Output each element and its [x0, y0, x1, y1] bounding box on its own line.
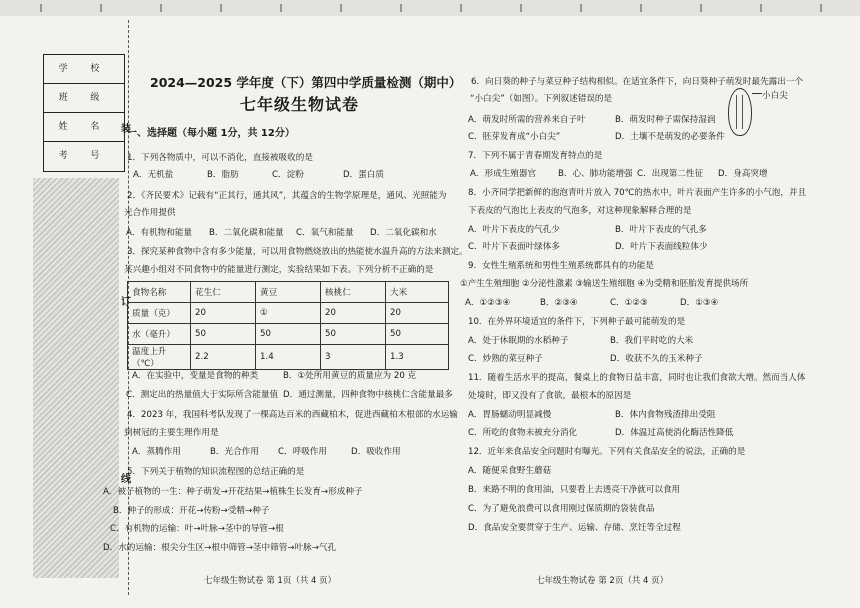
info-class: 班 级 [44, 84, 124, 113]
q10-opt-c: C．炒熟的菜豆种子 [468, 354, 543, 364]
table-cell: 20 [191, 303, 256, 324]
q3-opt-d: D．通过测量，四种食物中核桃仁含能量最多 [283, 390, 453, 400]
q7-stem: 7．下列不属于青春期发育特点的是 [468, 151, 603, 161]
binding-char-zhuang: 装 [121, 124, 131, 135]
q6-opt-d: D．土壤不是萌发的必要条件 [615, 132, 725, 142]
table-row [128, 324, 449, 345]
scan-top-strip [0, 0, 860, 16]
q6-figure-label: 小白尖 [762, 91, 788, 101]
q3-stem-2: 某兴趣小组对不同食物中的能量进行测定，实验结果如下表。下列分析不正确的是 [124, 265, 434, 275]
sunflower-seed-figure [728, 88, 752, 136]
table-cell: 3 [321, 345, 386, 370]
q8-opt-c: C．叶片下表面叶绿体多 [468, 242, 560, 252]
q3-data-table [127, 281, 449, 370]
table-row [128, 345, 449, 370]
q7-opt-d: D．身高突增 [718, 169, 768, 179]
q11-opt-b: B．体内食物残渣排出受阻 [615, 410, 716, 420]
q11-opt-d: D．体温过高使消化酶活性降低 [615, 428, 734, 438]
table-row [128, 282, 449, 303]
q10-stem: 10．在外界环境适宜的条件下，下列种子最可能萌发的是 [468, 317, 686, 327]
exam-title-line: 2024—2025 学年度（下）第四中学质量检测（期中） [150, 75, 462, 90]
q5-opt-a: A．被子植物的一生：种子萌发→开花结果→植株生长发育→形成种子 [103, 487, 363, 497]
q5-opt-c: C．有机物的运输：叶→叶脉→茎中的导管→根 [110, 524, 284, 534]
q2-stem-1: 2．《齐民要术》记载有“正其行，通其风”，其蕴含的生物学原理是，通风、光照能为 [127, 191, 447, 201]
q8-opt-b: B．叶片下表皮的气孔多 [615, 225, 707, 235]
q4-opt-a: A．蒸腾作用 [132, 447, 181, 457]
q9-opt-c: C．①②③ [610, 298, 648, 308]
q1-opt-b: B．脂肪 [207, 170, 239, 180]
table-row [128, 303, 449, 324]
q1-opt-d: D．蛋白质 [343, 170, 384, 180]
q3-opt-c: C．测定出的热量值大于实际所含能量值 [126, 390, 279, 400]
q2-opt-a: A．有机物和能量 [126, 228, 193, 238]
section-heading: 一、选择题（每小题 1分，共 12分） [127, 128, 295, 139]
q6-opt-c: C．胚芽发育成“小白尖” [468, 132, 561, 142]
table-cell: 50 [256, 324, 321, 345]
table-cell: 1.4 [256, 345, 321, 370]
q2-stem-2: 光合作用提供 [124, 208, 176, 218]
table-cell: 50 [386, 324, 449, 345]
table-cell: 20 [386, 303, 449, 324]
q10-opt-b: B．我们平时吃的大米 [610, 336, 694, 346]
q7-opt-c: C．出现第二性征 [637, 169, 704, 179]
info-number: 考 号 [58, 151, 110, 161]
q12-opt-a: A．随便采食野生蘑菇 [468, 466, 552, 476]
binding-hatch-area [33, 178, 119, 578]
figure-pointer-line [752, 93, 762, 94]
q4-opt-c: C．呼吸作用 [278, 447, 327, 457]
binding-char-ding: 订 [121, 297, 131, 308]
q5-stem: 5．下列关于植物的知识流程图的总结正确的是 [127, 467, 305, 477]
q2-opt-d: D．二氧化碳和水 [370, 228, 437, 238]
table-cell: 食物名称 [128, 282, 191, 303]
table-cell: 核桃仁 [321, 282, 386, 303]
q1-opt-a: A．无机盐 [133, 170, 174, 180]
q8-opt-a: A．叶片下表皮的气孔少 [468, 225, 560, 235]
table-cell: 质量（克） [128, 303, 191, 324]
q9-opt-b: B．②③④ [540, 298, 578, 308]
q4-opt-b: B．光合作用 [210, 447, 259, 457]
info-school: 学 校 [44, 55, 124, 84]
q10-opt-a: A．处于休眠期的水稻种子 [468, 336, 569, 346]
q9-items: ①产生生殖细胞 ②分泌性激素 ③输送生殖细胞 ④为受精和胚胎发育提供场所 [460, 279, 749, 289]
q6-stem-2: “小白尖”（如图）。下列叙述错误的是 [470, 94, 613, 104]
q1-stem: 1．下列各物质中，可以不消化，直接被吸收的是 [127, 153, 313, 163]
table-cell: 大米 [386, 282, 449, 303]
q5-opt-d: D．水的运输：根尖分生区→根中筛管→茎中筛管→叶脉→气孔 [103, 543, 337, 553]
q5-opt-b: B．种子的形成：开花→传粉→受精→种子 [113, 506, 270, 516]
table-cell: 20 [321, 303, 386, 324]
q9-stem: 9．女性生殖系统和男性生殖系统都具有的功能是 [468, 261, 654, 271]
q8-opt-d: D．叶片下表面线粒体少 [615, 242, 708, 252]
q11-opt-c: C．所吃的食物未被充分消化 [468, 428, 578, 438]
q7-opt-b: B．心、肺功能增强 [558, 169, 633, 179]
table-cell: 温度上升（℃） [128, 345, 191, 370]
q3-opt-b: B．①处所用黄豆的质量应为 20 克 [283, 371, 417, 381]
q9-opt-d: D．①③④ [680, 298, 719, 308]
student-info-box [43, 54, 125, 172]
q11-stem-2: 处境时，即又没有了食欲，最根本的原因是 [468, 391, 632, 401]
q2-opt-c: C．氧气和能量 [296, 228, 354, 238]
q11-opt-a: A．胃肠蠕动明显减慢 [468, 410, 552, 420]
q12-stem: 12．近年来食品安全问题时有曝光。下列有关食品安全的说法，正确的是 [468, 447, 746, 457]
q3-opt-a: A．在实验中，变量是食物的种类 [132, 371, 259, 381]
q9-opt-a: A．①②③④ [465, 298, 511, 308]
q7-opt-a: A．形成生殖器官 [470, 169, 537, 179]
q4-opt-d: D．吸收作用 [351, 447, 401, 457]
q2-opt-b: B．二氧化碳和能量 [209, 228, 284, 238]
table-cell: 2.2 [191, 345, 256, 370]
q3-stem-1: 3．探究某种食物中含有多少能量，可以用食物燃烧放出的热能使水温升高的方法来测定。 [127, 247, 468, 257]
table-cell: 花生仁 [191, 282, 256, 303]
info-name: 姓 名 [44, 113, 124, 142]
q4-stem-1: 4．2023 年，我国科考队发现了一棵高达百米的西藏柏木，促进西藏柏木根部的水运输 [127, 410, 458, 420]
q12-opt-b: B．来路不明的食用油，只要看上去透亮干净就可以食用 [468, 485, 681, 495]
table-cell: 黄豆 [256, 282, 321, 303]
table-cell: 50 [321, 324, 386, 345]
footer-right: 七年级生物试卷 第 2页（共 4 页） [536, 576, 669, 586]
q11-stem-1: 11．随着生活水平的提高，餐桌上的食物日益丰富，同时也让我们食欲大增。然而当人体 [468, 373, 806, 383]
footer-left: 七年级生物试卷 第 1页（共 4 页） [204, 576, 337, 586]
q4-stem-2: 到树冠的主要生理作用是 [124, 428, 219, 438]
table-cell: 水（毫升） [128, 324, 191, 345]
q8-stem-1: 8．小齐同学把新鲜的泡泡青叶片放入 70℃的热水中，叶片表面产生许多的小气泡，并且 [468, 188, 807, 198]
binding-char-xian: 线 [121, 474, 131, 485]
table-cell: ① [256, 303, 321, 324]
q6-opt-b: B．萌发时种子需保持湿润 [615, 115, 716, 125]
q10-opt-d: D．收获不久的玉米种子 [610, 354, 703, 364]
q6-opt-a: A．萌发时所需的营养来自子叶 [468, 115, 586, 125]
q12-opt-c: C．为了避免浪费可以食用刚过保质期的袋装食品 [468, 504, 655, 514]
q1-opt-c: C．淀粉 [272, 170, 304, 180]
q6-stem-1: 6．向日葵的种子与菜豆种子结构相似。在适宜条件下，向日葵种子萌发时最先露出一个 [471, 77, 804, 87]
q8-stem-2: 下表皮的气泡比上表皮的气泡多，对这种现象解释合理的是 [468, 206, 692, 216]
table-cell: 50 [191, 324, 256, 345]
exam-subtitle: 七年级生物试卷 [240, 95, 360, 114]
q12-opt-d: D．食品安全要贯穿于生产、运输、存储、烹饪等全过程 [468, 523, 681, 533]
table-cell: 1.3 [386, 345, 449, 370]
